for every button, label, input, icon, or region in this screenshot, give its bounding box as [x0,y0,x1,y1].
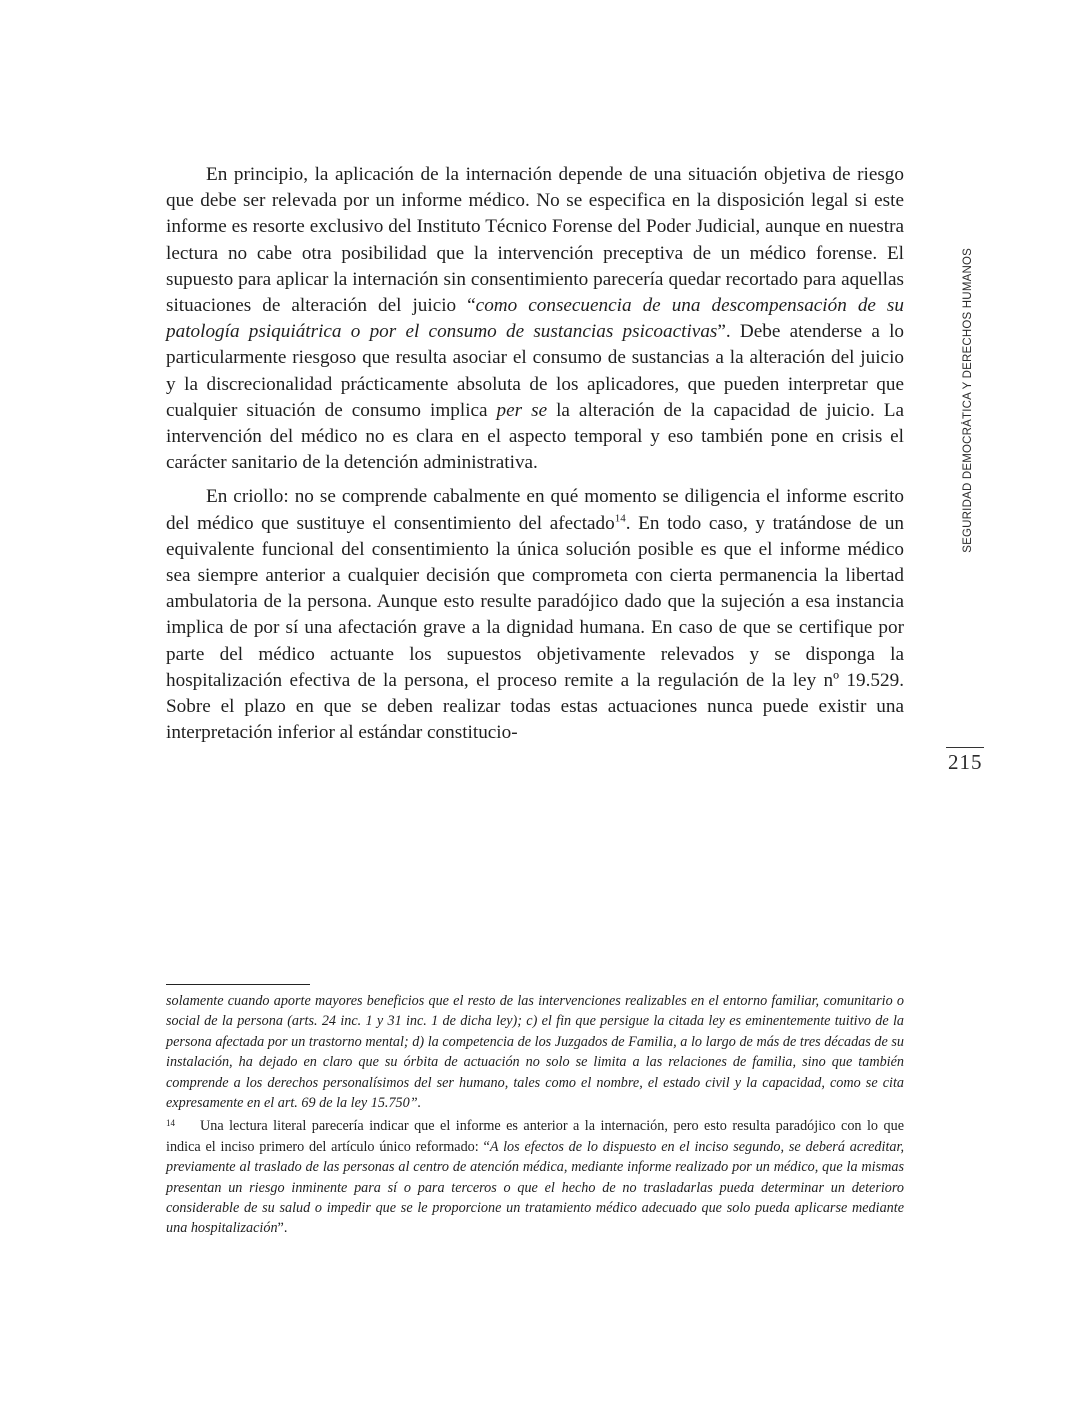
body-paragraph-2 [166,484,904,746]
footnote-14-number: 14 [166,1118,175,1129]
footnote-14 [166,1113,904,1238]
footnote-continued-italic: solamente cuando aporte mayores beneficios que el resto de las intervenciones realizables en el entorno familiar, comunitario o social de la persona (arts. 24 inc. 1 y 31 inc. 1 de dicha ley); c) el fin que persigue la citada ley es eminentemente tuitivo de la persona afectada por un trastorno mental; d) la competencia de los Juzgados de Familia, a lo largo de más de tres décadas de su instalación, ha dejado en claro que su órbita de actuación no solo se limita a las relaciones de familia, sino que también comprende a los derechos personalísimos del ser humano, tales como el nombre, el estado civil y la capacidad, como se cita expresamente en el art. 69 de la ley 15.750”. [166,993,904,1112]
running-head [960,248,976,568]
page-number-rule [946,747,984,748]
footnote-14-text: Una lectura literal parecería indicar que el informe es anterior a la internación, pero esto resulta paradójico con lo que indica el inciso primero del artículo único reformado: “ [166,1118,904,1155]
per-se-italic: per se [496,399,548,421]
page-number: 215 [948,750,983,774]
footnote-separator [166,984,310,985]
paragraph-1-text-1: En principio, la aplicación de la internación depende de una situación objetiva de riesgo que debe ser relevada por un informe médico. No se especifica en la disposición legal si este informe es resorte exclusivo del Instituto Técnico Forense del Poder Judicial, aunque en nuestra lectura no cabe otra posibilidad que la intervención preceptiva de un médico forense. El supuesto para aplicar la internación sin consentimiento parecería quedar recortado para aquellas situaciones de alteración del juicio “ [166,164,904,317]
paragraph-1-quote-italic: como consecuencia de una descompensación de su patología psiquiátrica o por el consumo de sustancias psicoactivas [166,295,904,343]
paragraph-2-text-2: . En todo caso, y tratándose de un equivalente funcional del consentimiento la única solución posible es que el informe médico sea siempre anterior a cualquier decisión que comprometa con cierta permanencia la libertad ambulatoria de la persona. Aunque esto resulte paradójico dado que la sujeción a esa instancia implica de por sí una afectación grave a la dignidad humana. En caso de que se certifique por parte del médico actuante los supuestos objetivamente relevados y se disponga la hospitalización efectiva de la persona, el proceso remite a la regulación de la ley nº 19.529. Sobre el plazo en que se deben realizar todas estas actuaciones nunca puede existir una interpretación inferior al estándar constitucio- [166,512,905,744]
body-text [166,162,904,746]
body-paragraph-1 [166,162,904,476]
footnote-14-closing: ”. [277,1220,288,1237]
footnote-reference-14: 14 [614,512,626,525]
paragraph-2-text-1: En criollo: no se comprende cabalmente en qué momento se diligencia el informe escrito del médico que sustituye el consentimiento del afectado [166,486,904,534]
footnote-14-italic-quote: A los efectos de lo dispuesto en el inciso segundo, se deberá acreditar, previamente al traslado de las personas al centro de atención médica, mediante informe realizado por un médico, que la mismas presentan un riesgo inminente para sí o para terceros o que el hecho de no trasladarlas pueda determinar un deterioro considerable de su salud o impedir que se le proporcione un tratamiento médico adecuado que solo pueda aplicarse mediante una hospitalización [166,1138,904,1237]
paragraph-1-text-3: la alteración de la capacidad de juicio. La intervención del médico no es clara en el aspecto temporal y eso también pone en crisis el carácter sanitario de la detención administrativa. [166,399,905,474]
footnotes [166,991,904,1239]
paragraph-1-text-2: ”. Debe atenderse a lo particularmente riesgoso que resulta asociar el consumo de sustancias a la alteración del juicio y la discrecionalidad prácticamente absoluta de los aplicadores, que pueden interpretar que cualquier situación de consumo implica [166,321,904,421]
running-head-text: SEGURIDAD DEMOCRÁTICA Y DERECHOS HUMANOS [962,248,974,553]
footnote-continued [166,991,904,1113]
